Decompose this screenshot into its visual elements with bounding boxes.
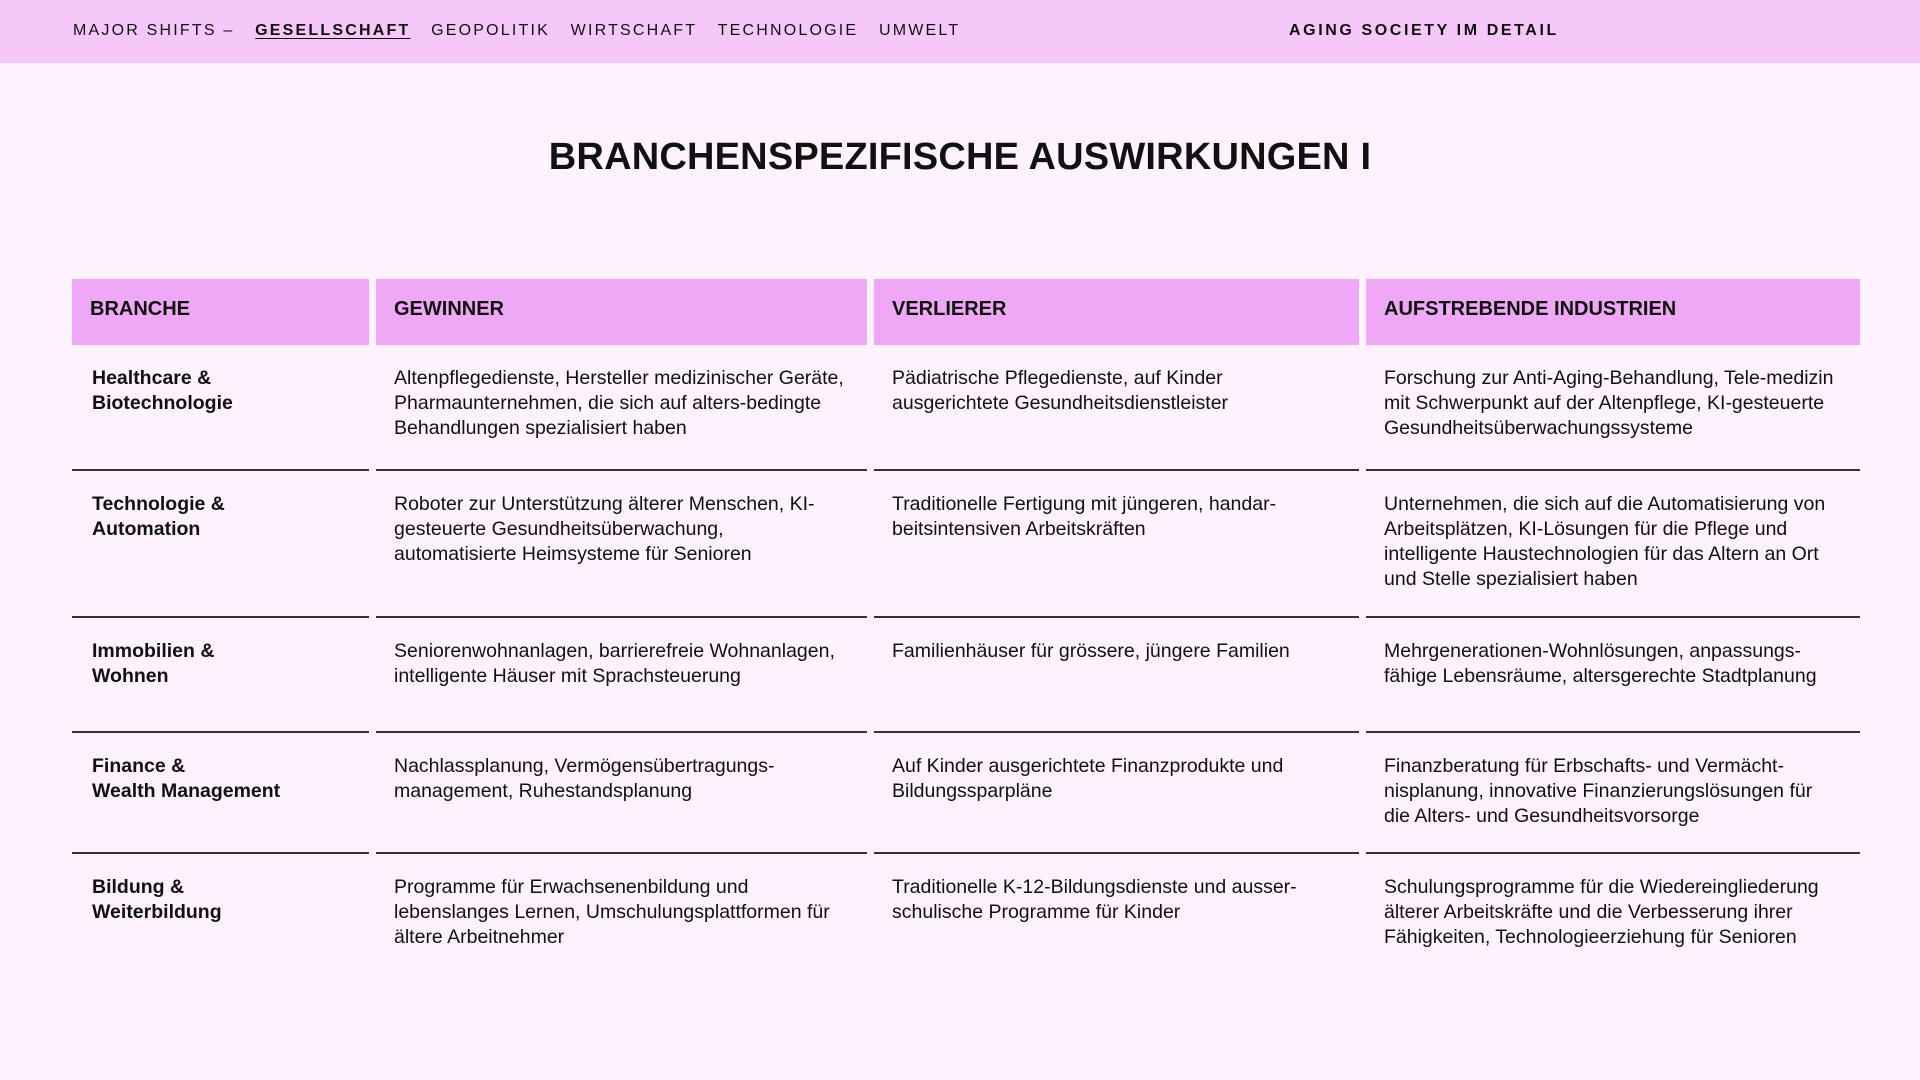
table-cell-verlierer: Traditionelle Fertigung mit jüngeren, handar-beitsintensiven Arbeitskräften [874,471,1359,618]
table-cell-gewinner: Nachlassplanung, Vermögensübertragungs-management, Ruhestandsplanung [376,733,867,854]
table-cell-verlierer: Familienhäuser für grössere, jüngere Familien [874,618,1359,733]
impact-table [72,279,1848,969]
header-gewinner: GEWINNER [376,279,867,345]
table-cell-aufstrebend: Schulungsprogramme für die Wiedereingliederung älterer Arbeitskräfte und die Verbesserung ihrer Fähigkeiten, Technologieerziehung für Senioren [1384,876,1819,948]
nav-major-shifts[interactable]: MAJOR SHIFTS – [73,22,235,39]
table-cell-gewinner: Seniorenwohnanlagen, barrierefreie Wohnanlagen, intelligente Häuser mit Sprachsteuerung [376,618,867,733]
table-cell-aufstrebend: Unternehmen, die sich auf die Automatisierung von Arbeitsplätzen, KI-Lösungen für die Pflege und intelligente Haustechnologien für das Altern an Ort und Stelle spezialisiert haben [1366,471,1860,618]
table-cell-verlierer: Pädiatrische Pflegedienste, auf Kinder ausgerichtete Gesundheitsdienstleister [874,345,1359,471]
section-detail-title: AGING SOCIETY IM DETAIL [1289,22,1559,39]
table-cell-gewinner: Roboter zur Unterstützung älterer Menschen, KI-gesteuerte Gesundheitsüberwachung, automatisierte Heimsysteme für Senioren [376,471,867,618]
nav-gesellschaft[interactable]: GESELLSCHAFT [255,22,411,39]
table-cell-aufstrebend: Finanzberatung für Erbschafts- und Vermächt-nisplanung, innovative Finanzierungslösungen für die Alters- und Gesundheitsvorsorge [1366,733,1860,854]
nav-geopolitik[interactable]: GEOPOLITIK [431,22,551,39]
table-cell-verlierer: Traditionelle K-12-Bildungsdienste und ausser-schulische Programme für Kinder [892,876,1297,923]
table-cell-verlierer: Auf Kinder ausgerichtete Finanzprodukte und Bildungssparpläne [874,733,1359,854]
table-cell-branche: Technologie & Automation [72,471,369,618]
header-verlierer: VERLIERER [874,279,1359,345]
nav-technologie[interactable]: TECHNOLOGIE [717,22,859,39]
header-branche: BRANCHE [72,279,369,345]
table-cell-aufstrebend: Forschung zur Anti-Aging-Behandlung, Tele-medizin mit Schwerpunkt auf der Altenpflege, KI-gesteuerte Gesundheitsüberwachungssysteme [1366,345,1860,471]
table-cell-branche: Healthcare & Biotechnologie [72,345,369,471]
nav-umwelt[interactable]: UMWELT [878,22,961,39]
table-cell-gewinner: Programme für Erwachsenenbildung und lebenslanges Lernen, Umschulungsplattformen für ältere Arbeitnehmer [394,876,830,948]
header-aufstrebende-industrien: AUFSTREBENDE INDUSTRIEN [1366,279,1860,345]
table-cell-gewinner: Altenpflegedienste, Hersteller medizinischer Geräte, Pharmaunternehmen, die sich auf alters-bedingte Behandlungen spezialisiert haben [376,345,867,471]
table-cell-branche: Immobilien & Wohnen [72,618,369,733]
table-cell-branche: Bildung & Weiterbildung [92,876,222,923]
section-nav [73,22,974,40]
table-cell-branche: Finance & Wealth Management [72,733,369,854]
page-title: BRANCHENSPEZIFISCHE AUSWIRKUNGEN I [548,136,1372,178]
nav-wirtschaft[interactable]: WIRTSCHAFT [570,22,698,39]
table-cell-aufstrebend: Mehrgenerationen-Wohnlösungen, anpassungs-fähige Lebensräume, altersgerechte Stadtplanung [1366,618,1860,733]
top-navigation-bar [0,0,1920,63]
